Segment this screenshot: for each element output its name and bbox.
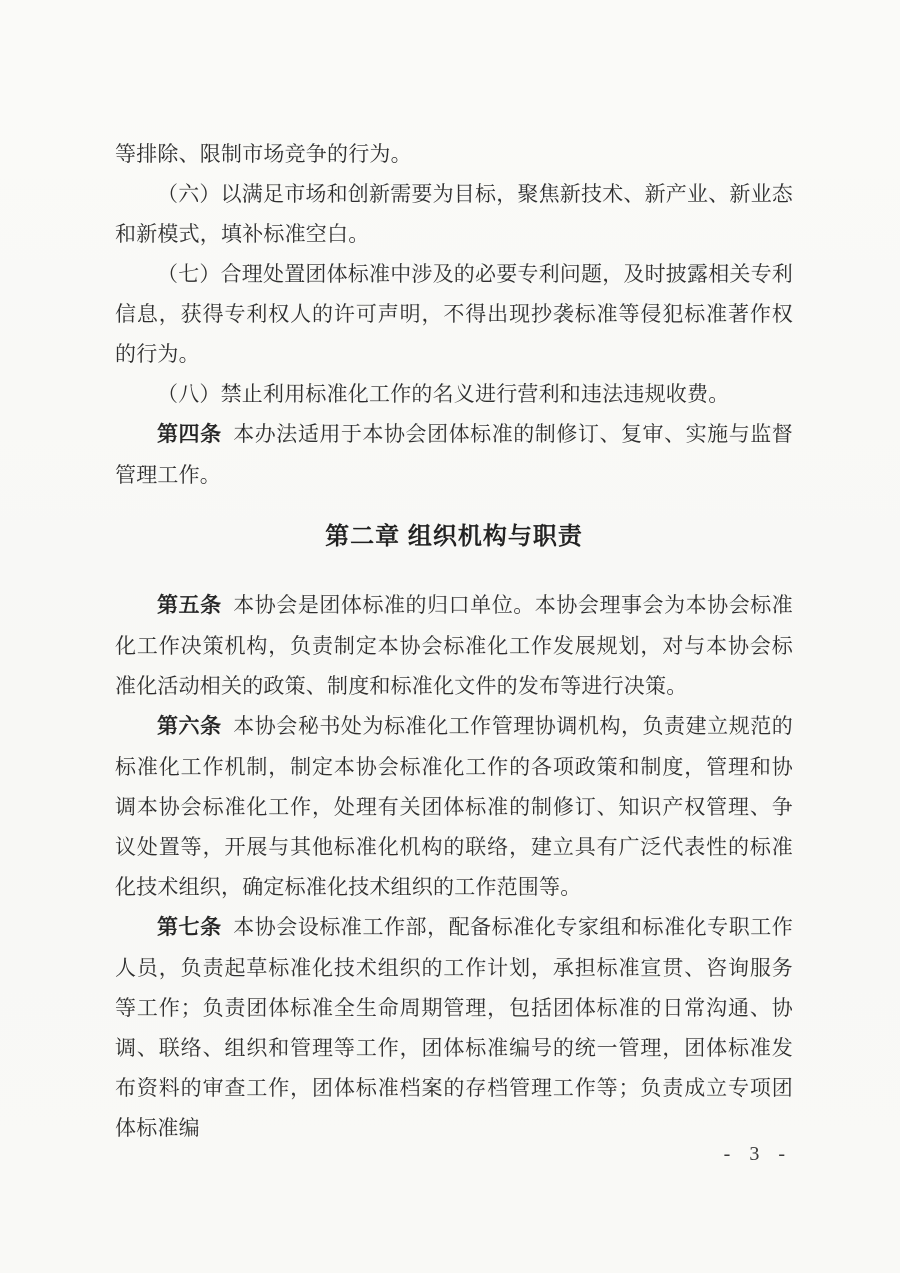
article-6-number: 第六条 bbox=[157, 715, 222, 738]
page-number: - 3 - bbox=[723, 1143, 792, 1165]
article-paragraph-7 bbox=[115, 907, 793, 1148]
paragraph-continuation: 等排除、限制市场竞争的行为。 bbox=[115, 142, 412, 166]
article-6-text: 本协会秘书处为标准化工作管理协调机构，负责建立规范的标准化工作机制，制定本协会标准化工作的各项政策和制度，管理和协调本协会标准化工作，处理有关团体标准的制修订、知识产权管理、争议处置等，开展与其他标准化机构的联络，建立具有广泛代表性的标准化技术组织，确定标准化技术组织的工作范围等。 bbox=[115, 714, 793, 899]
article-7-text: 本协会设标准工作部，配备标准化专家组和标准化专职工作人员，负责起草标准化技术组织的工作计划，承担标准宣贯、咨询服务等工作；负责团体标准全生命周期管理，包括团体标准的日常沟通、协调、联络、组织和管理等工作，团体标准编号的统一管理，团体标准发布资料的审查工作，团体标准档案的存档管理工作等；负责成立专项团体标准编 bbox=[115, 915, 793, 1140]
article-5-number: 第五条 bbox=[157, 594, 222, 617]
document-body bbox=[115, 134, 793, 1148]
article-paragraph-5 bbox=[115, 585, 793, 706]
article-5-text: 本协会是团体标准的归口单位。本协会理事会为本协会标准化工作决策机构，负责制定本协会标准化工作发展规划，对与本协会标准化活动相关的政策、制度和标准化文件的发布等进行决策。 bbox=[115, 593, 793, 698]
chapter-2-heading: 第二章 组织机构与职责 bbox=[325, 523, 583, 550]
paragraph-item-eight: （八）禁止利用标准化工作的名义进行营利和违法违规收费。 bbox=[157, 382, 730, 406]
article-7-number: 第七条 bbox=[157, 916, 222, 939]
article-paragraph-4 bbox=[115, 414, 793, 495]
article-4-number: 第四条 bbox=[157, 423, 222, 446]
paragraph-item-six: （六）以满足市场和创新需要为目标，聚焦新技术、新产业、新业态和新模式，填补标准空白。 bbox=[115, 182, 793, 246]
article-paragraph-6 bbox=[115, 706, 793, 907]
article-4-text: 本办法适用于本协会团体标准的制修订、复审、实施与监督管理工作。 bbox=[115, 422, 793, 487]
paragraph-item-seven: （七）合理处置团体标准中涉及的必要专利问题，及时披露相关专利信息，获得专利权人的许可声明，不得出现抄袭标准等侵犯标准著作权的行为。 bbox=[115, 262, 793, 366]
